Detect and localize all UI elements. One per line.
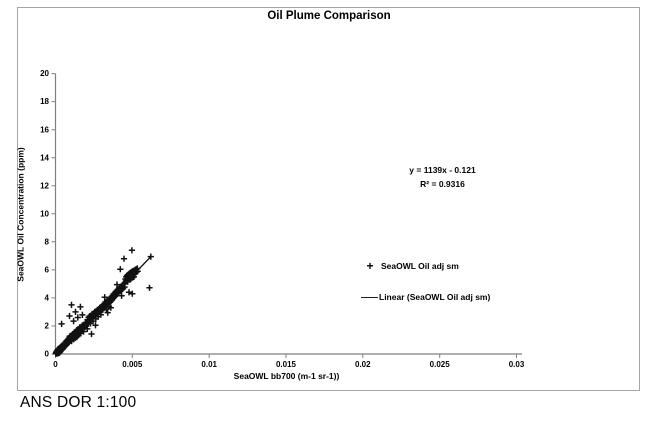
footer-label: ANS DOR 1:100 [20, 394, 137, 411]
r-squared-text: R² = 0.9316 [420, 179, 465, 189]
x-tick-label: 0.02 [355, 360, 371, 369]
x-tick-label: 0 [53, 360, 58, 369]
x-tick-label: 0.005 [122, 360, 143, 369]
axis-tick-marks [52, 74, 517, 358]
axis-lines [56, 74, 523, 354]
x-tick-label: 0.015 [275, 360, 297, 369]
y-tick-label: 20 [40, 69, 49, 79]
x-axis-title: SeaOWL bb700 (m-1 sr-1)) [233, 371, 340, 381]
equation-text: y = 1139x - 0.121 [409, 165, 476, 175]
x-tick-label: 0.01 [201, 360, 217, 369]
x-tick-label: 0.025 [429, 360, 450, 369]
legend-plus-marker-icon: + [366, 259, 374, 273]
chart-title: Oil Plume Comparison [267, 10, 391, 22]
y-tick-label: 14 [40, 153, 49, 163]
x-tick-label: 0.03 [508, 360, 525, 369]
y-tick-label: 12 [40, 181, 49, 191]
y-tick-label: 4 [44, 293, 49, 303]
scatter-points [53, 247, 154, 357]
legend-item-series [362, 259, 459, 273]
legend-line-marker-icon [361, 297, 378, 298]
y-tick-label: 2 [44, 321, 49, 331]
y-tick-label: 8 [44, 237, 49, 247]
y-axis-title: SeaOWL Oil Concentration (ppm) [15, 147, 26, 282]
y-tick-label: 16 [40, 125, 49, 135]
trendline-equation [370, 163, 515, 191]
y-tick-label: 18 [40, 97, 49, 107]
y-tick-label: 0 [44, 349, 49, 359]
y-tick-label: 10 [40, 209, 49, 219]
y-tick-label: 6 [44, 265, 49, 275]
legend-item-trendline [361, 290, 490, 304]
legend-series-label: SeaOWL Oil adj sm [381, 261, 459, 271]
legend-trendline-label: Linear (SeaOWL Oil adj sm) [379, 292, 491, 302]
